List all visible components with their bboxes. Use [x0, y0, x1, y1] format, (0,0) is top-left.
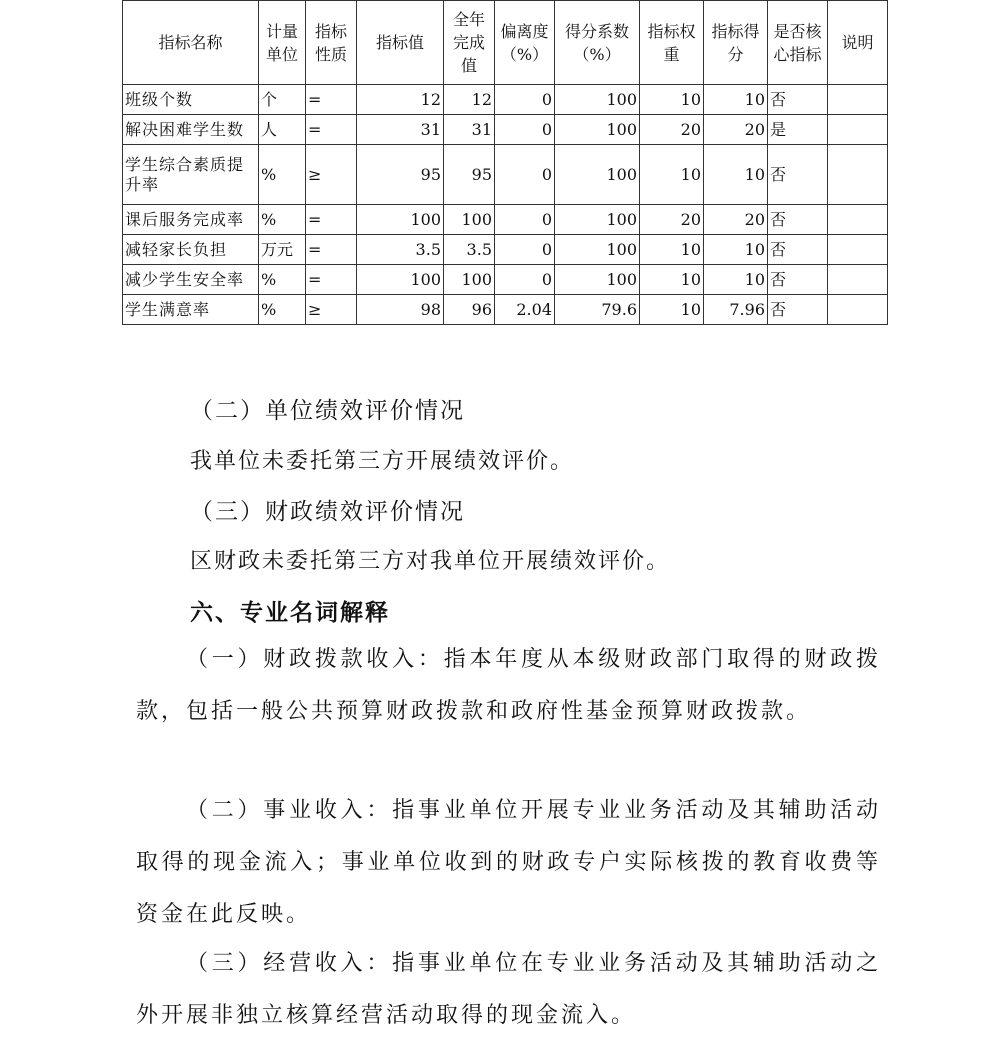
cell-coefficient: 100	[555, 205, 640, 235]
col-header-nature: 指标性质	[306, 1, 357, 85]
cell-actual: 31	[444, 115, 495, 145]
definition-text: 指本年度从本级财政部门取得的财政拨款，包括一般公共预算财政拨款和政府性基金预算财政拨款。	[136, 647, 881, 724]
cell-name: 学生综合素质提升率	[123, 145, 259, 205]
cell-core: 是	[768, 115, 828, 145]
cell-actual: 95	[444, 145, 495, 205]
table-row	[123, 265, 888, 295]
section-6-title: 六、专业名词解释	[190, 599, 390, 626]
cell-note	[828, 235, 888, 265]
cell-actual: 3.5	[444, 235, 495, 265]
cell-target: 100	[357, 205, 444, 235]
cell-target: 3.5	[357, 235, 444, 265]
definition-term: （三）经营收入：	[186, 951, 393, 976]
cell-core: 否	[768, 235, 828, 265]
definition-operating-income	[136, 938, 881, 1042]
table-row	[123, 235, 888, 265]
cell-coefficient: 100	[555, 265, 640, 295]
cell-coefficient: 100	[555, 85, 640, 115]
cell-name: 减少学生安全率	[123, 265, 259, 295]
cell-note	[828, 205, 888, 235]
cell-nature: =	[306, 115, 357, 145]
cell-weight: 20	[640, 205, 704, 235]
cell-nature: ≥	[306, 145, 357, 205]
cell-name: 减轻家长负担	[123, 235, 259, 265]
cell-unit: %	[259, 145, 306, 205]
col-header-unit: 计量单位	[259, 1, 306, 85]
cell-score: 10	[704, 235, 768, 265]
cell-deviation: 0	[495, 205, 555, 235]
cell-score: 20	[704, 205, 768, 235]
col-header-target: 指标值	[357, 1, 444, 85]
cell-deviation: 0	[495, 265, 555, 295]
cell-core: 否	[768, 265, 828, 295]
cell-note	[828, 295, 888, 325]
cell-coefficient: 100	[555, 145, 640, 205]
cell-name: 班级个数	[123, 85, 259, 115]
cell-name: 学生满意率	[123, 295, 259, 325]
cell-target: 31	[357, 115, 444, 145]
table-row	[123, 295, 888, 325]
cell-weight: 10	[640, 235, 704, 265]
col-header-name: 指标名称	[123, 1, 259, 85]
definition-text: 指事业单位在专业业务活动及其辅助活动之外开展非独立核算经营活动取得的现金流入。	[136, 951, 881, 1028]
col-header-coefficient: 得分系数（%）	[555, 1, 640, 85]
table-row	[123, 145, 888, 205]
cell-note	[828, 115, 888, 145]
cell-score: 10	[704, 145, 768, 205]
cell-unit: %	[259, 205, 306, 235]
cell-weight: 10	[640, 295, 704, 325]
cell-score: 10	[704, 265, 768, 295]
section-3-title: （三）财政绩效评价情况	[190, 499, 465, 525]
cell-note	[828, 145, 888, 205]
col-header-note: 说明	[828, 1, 888, 85]
cell-coefficient: 100	[555, 115, 640, 145]
cell-target: 95	[357, 145, 444, 205]
cell-score: 10	[704, 85, 768, 115]
cell-nature: =	[306, 205, 357, 235]
cell-weight: 10	[640, 85, 704, 115]
cell-unit: 万元	[259, 235, 306, 265]
cell-weight: 10	[640, 265, 704, 295]
cell-coefficient: 100	[555, 235, 640, 265]
col-header-score: 指标得分	[704, 1, 768, 85]
cell-nature: =	[306, 85, 357, 115]
definition-term: （一）财政拨款收入：	[186, 647, 444, 672]
cell-note	[828, 85, 888, 115]
cell-note	[828, 265, 888, 295]
cell-weight: 20	[640, 115, 704, 145]
col-header-weight: 指标权重	[640, 1, 704, 85]
col-header-actual: 全年完成值	[444, 1, 495, 85]
performance-table	[122, 0, 888, 325]
cell-deviation: 2.04	[495, 295, 555, 325]
definition-term: （二）事业收入：	[186, 798, 393, 823]
col-header-deviation: 偏离度（%）	[495, 1, 555, 85]
cell-weight: 10	[640, 145, 704, 205]
cell-score: 20	[704, 115, 768, 145]
cell-core: 否	[768, 85, 828, 115]
cell-score: 7.96	[704, 295, 768, 325]
definition-business-income	[136, 785, 881, 941]
table-row	[123, 205, 888, 235]
cell-deviation: 0	[495, 145, 555, 205]
cell-core: 否	[768, 295, 828, 325]
table-header-row	[123, 1, 888, 85]
cell-unit: %	[259, 265, 306, 295]
cell-core: 否	[768, 145, 828, 205]
cell-unit: %	[259, 295, 306, 325]
col-header-core: 是否核心指标	[768, 1, 828, 85]
cell-nature: =	[306, 265, 357, 295]
cell-actual: 100	[444, 205, 495, 235]
cell-target: 12	[357, 85, 444, 115]
cell-coefficient: 79.6	[555, 295, 640, 325]
section-2-body: 我单位未委托第三方开展绩效评价。	[190, 449, 575, 474]
section-3-body: 区财政未委托第三方对我单位开展绩效评价。	[190, 549, 671, 574]
cell-name: 课后服务完成率	[123, 205, 259, 235]
cell-unit: 个	[259, 85, 306, 115]
cell-core: 否	[768, 205, 828, 235]
cell-name: 解决困难学生数	[123, 115, 259, 145]
definition-text: 指事业单位开展专业业务活动及其辅助活动取得的现金流入；事业单位收到的财政专户实际核拨的教育收费等资金在此反映。	[136, 798, 881, 927]
definition-fiscal-appropriation	[136, 634, 881, 738]
cell-actual: 100	[444, 265, 495, 295]
table-row	[123, 85, 888, 115]
cell-deviation: 0	[495, 235, 555, 265]
cell-target: 100	[357, 265, 444, 295]
section-2-title: （二）单位绩效评价情况	[190, 398, 465, 424]
cell-deviation: 0	[495, 115, 555, 145]
cell-nature: ≥	[306, 295, 357, 325]
cell-nature: =	[306, 235, 357, 265]
cell-deviation: 0	[495, 85, 555, 115]
cell-actual: 96	[444, 295, 495, 325]
cell-actual: 12	[444, 85, 495, 115]
table-row	[123, 115, 888, 145]
cell-target: 98	[357, 295, 444, 325]
cell-unit: 人	[259, 115, 306, 145]
